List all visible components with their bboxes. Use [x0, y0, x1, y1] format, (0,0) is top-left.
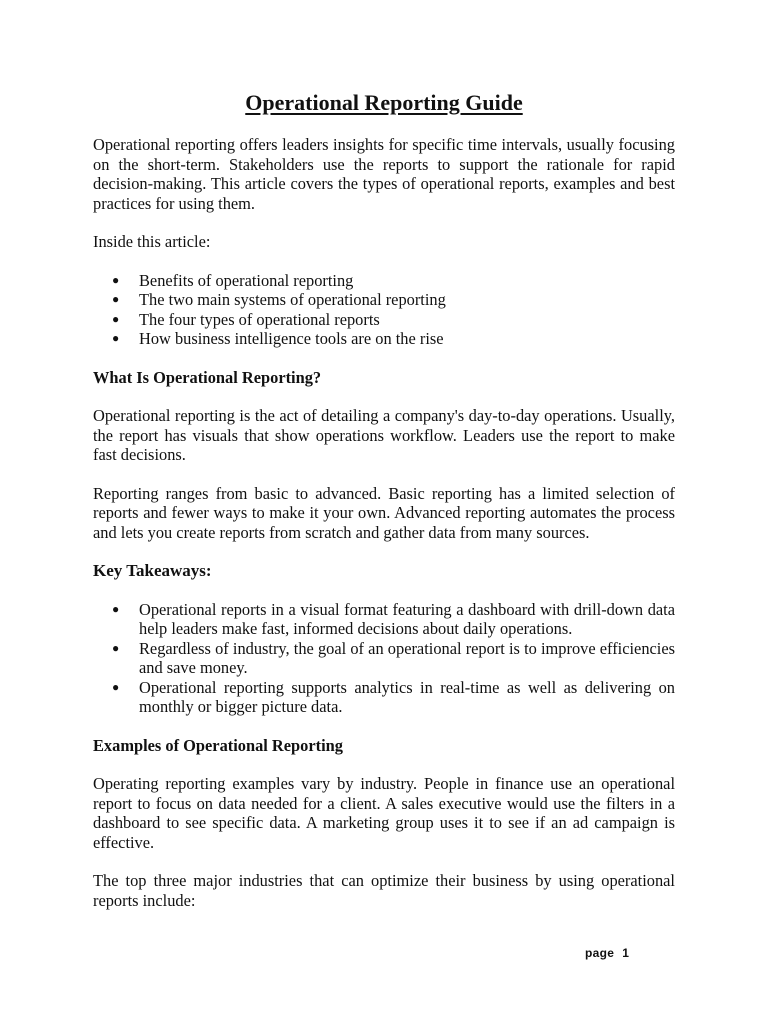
- list-item: ● Regardless of industry, the goal of an operational report is to improve efficiencies and save money.: [112, 638, 675, 677]
- key-takeaways-list: [93, 600, 675, 717]
- bullet-icon: ●: [112, 601, 120, 616]
- bullet-icon: ●: [112, 640, 120, 655]
- list-item: ● The four types of operational reports: [112, 309, 380, 329]
- examples-paragraph-2: The top three major industries that can optimize their business by using operational reports include:: [93, 871, 675, 910]
- examples-paragraph-1: Operating reporting examples vary by industry. People in finance use an operational report to focus on data needed for a client. A sales executive would use the filters in a dashboard to see specific data. A marketing group uses it to see if an ad campaign is effective.: [93, 774, 675, 852]
- list-item: ● Operational reports in a visual format featuring a dashboard with drill-down data help leaders make fast, informed decisions about daily operations.: [112, 599, 675, 638]
- list-item: ● Benefits of operational reporting: [112, 270, 354, 290]
- section-heading-what-is: What Is Operational Reporting?: [93, 367, 322, 387]
- inside-article-list: [93, 271, 675, 349]
- page-title: Operational Reporting Guide: [245, 90, 523, 115]
- bullet-icon: ●: [112, 331, 120, 345]
- section-heading-key-takeaways: Key Takeaways:: [93, 561, 212, 580]
- bullet-icon: ●: [112, 311, 120, 326]
- intro-paragraph: Operational reporting offers leaders insights for specific time intervals, usually focusing on the short-term. Stakeholders use the reports to support the rationale for rapid decision-making. This article covers the types of operational reports, examples and best practices for using them.: [93, 135, 675, 213]
- bullet-icon: ●: [112, 679, 120, 694]
- section-heading-examples: Examples of Operational Reporting: [93, 735, 343, 755]
- list-item: ● Operational reporting supports analytics in real-time as well as delivering on monthly or bigger picture data.: [112, 677, 675, 716]
- what-is-paragraph-1: Operational reporting is the act of detailing a company's day-to-day operations. Usually, the report has visuals that show operations workflow. Leaders use the report to make fast decisions.: [93, 406, 675, 464]
- list-item: ● The two main systems of operational reporting: [112, 290, 446, 309]
- bullet-icon: ●: [112, 292, 120, 306]
- inside-article-label: Inside this article:: [93, 232, 211, 251]
- page-label: page: [585, 946, 615, 960]
- document-page: [93, 88, 675, 910]
- list-item: ● How business intelligence tools are on the rise: [112, 329, 444, 348]
- bullet-icon: ●: [112, 272, 120, 287]
- page-number: 1: [622, 946, 630, 960]
- what-is-paragraph-2: Reporting ranges from basic to advanced. Basic reporting has a limited selection of reports and fewer ways to make it your own. Advanced reporting automates the process and lets you create reports from scratch and gather data from many sources.: [93, 483, 675, 542]
- page-footer: [585, 946, 637, 960]
